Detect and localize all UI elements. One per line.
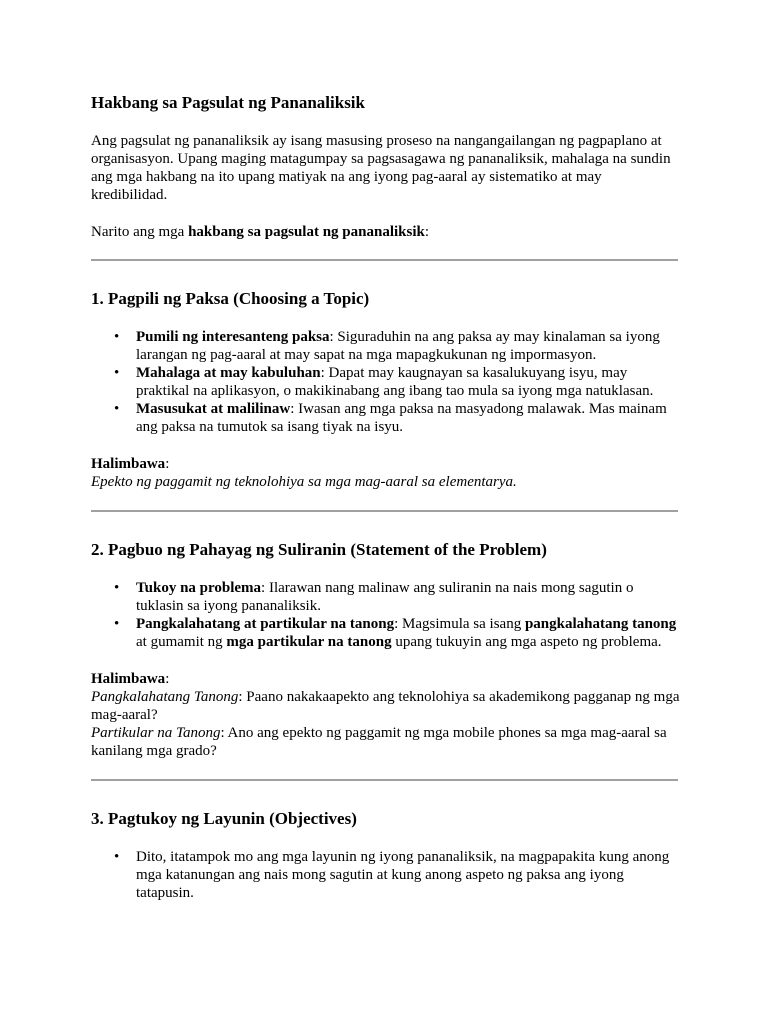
list-item-text: at gumamit ng <box>136 634 227 650</box>
section-divider <box>91 510 678 512</box>
example-colon: : <box>165 671 170 687</box>
example-line <box>91 473 681 491</box>
section-3-list <box>91 848 681 902</box>
example-label-line <box>91 670 681 688</box>
section-heading-1: 1. Pagpili ng Paksa (Choosing a Topic) <box>91 289 370 308</box>
bullet-icon: • <box>114 616 120 632</box>
document-title: Hakbang sa Pagsulat ng Pananaliksik <box>91 93 365 112</box>
section-heading-2: 2. Pagbuo ng Pahayag ng Suliranin (Statement of the Problem) <box>91 540 547 559</box>
example-line <box>91 724 681 760</box>
list-item <box>114 400 681 436</box>
list-item <box>114 328 681 364</box>
bullet-icon: • <box>114 580 120 596</box>
document-content <box>91 93 681 902</box>
bullet-icon: • <box>114 329 120 345</box>
list-item-bold: Pumili ng interesanteng paksa <box>136 329 330 345</box>
section-divider <box>91 779 678 781</box>
list-item-text: Dito, itatampok mo ang mga layunin ng iyong pananaliksik, na magpapakita kung anong mga katanungan ang nais mong sagutin at kung anong aspeto ng paksa ang iyong tatapusin. <box>136 849 670 901</box>
list-item-bold: Tukoy na problema <box>136 580 262 596</box>
list-item-bold: Pangkalahatang at partikular na tanong <box>136 616 395 632</box>
list-item <box>114 364 681 400</box>
bullet-icon: • <box>114 365 120 381</box>
list-item-text: : Magsimula sa isang <box>394 616 525 632</box>
example-colon: : <box>165 456 170 472</box>
intro-paragraph: Ang pagsulat ng pananaliksik ay isang masusing proseso na nangangailangan ng pagpaplano at organisasyon. Upang maging matagumpay sa pagsasagawa ng pananaliksik, mahalaga na sundin ang mga hakbang na ito upang matiyak na ang iyong pag-aaral ay sistematiko at may kredibilidad. <box>91 133 671 203</box>
list-item-text: : Iwasan ang mga paksa na masyadong malawak. Mas mainam ang paksa na tumutok sa isang tiyak na isyu. <box>136 401 667 435</box>
example-block-2 <box>91 670 681 760</box>
example-line <box>91 688 681 724</box>
section-heading-3: 3. Pagtukoy ng Layunin (Objectives) <box>91 809 357 828</box>
lead-bold-text: hakbang sa pagsulat ng pananaliksik <box>188 224 425 240</box>
section-1-list <box>91 328 681 436</box>
example-italic: Pangkalahatang Tanong <box>91 689 239 705</box>
example-label: Halimbawa <box>91 671 166 687</box>
section-divider <box>91 259 678 261</box>
list-item-text: : Dapat may kaugnayan sa kasalukuyang isyu, may praktikal na aplikasyon, o makikinabang ang ibang tao mula sa iyong mga natuklasan. <box>136 365 654 399</box>
bullet-icon: • <box>114 401 120 417</box>
lead-text-after: : <box>424 224 430 240</box>
example-block-1 <box>91 455 681 491</box>
lead-text-before: Narito ang mga <box>91 224 189 240</box>
list-item-bold: Masusukat at malilinaw <box>136 401 291 417</box>
example-label-line <box>91 455 681 473</box>
list-item <box>114 579 681 615</box>
list-item <box>114 848 681 902</box>
section-2-list <box>91 579 681 651</box>
lead-paragraph <box>91 223 681 241</box>
example-italic: Epekto ng paggamit ng teknolohiya sa mga mag-aaral sa elementarya. <box>91 474 517 490</box>
example-italic: Partikular na Tanong <box>91 725 221 741</box>
example-text: : Paano nakakaapekto ang teknolohiya sa akademikong pagganap ng mga mag-aaral? <box>91 689 680 723</box>
list-item-text: : Ilarawan nang malinaw ang suliranin na nais mong sagutin o tuklasin sa iyong pananaliksik. <box>136 580 634 614</box>
list-item-bold: mga partikular na tanong <box>226 634 392 650</box>
list-item <box>114 615 681 651</box>
list-item-bold: Mahalaga at may kabuluhan <box>136 365 321 381</box>
bullet-icon: • <box>114 849 120 865</box>
list-item-text: upang tukuyin ang mga aspeto ng problema. <box>391 634 662 650</box>
list-item-text: : Siguraduhin na ang paksa ay may kinalaman sa iyong larangan ng pag-aaral at may sapat na mga mapagkukunan ng impormasyon. <box>136 329 660 363</box>
list-item-bold: pangkalahatang tanong <box>524 616 677 632</box>
example-label: Halimbawa <box>91 456 166 472</box>
example-text: : Ano ang epekto ng paggamit ng mga mobile phones sa mga mag-aaral sa kanilang mga grado? <box>91 725 667 759</box>
